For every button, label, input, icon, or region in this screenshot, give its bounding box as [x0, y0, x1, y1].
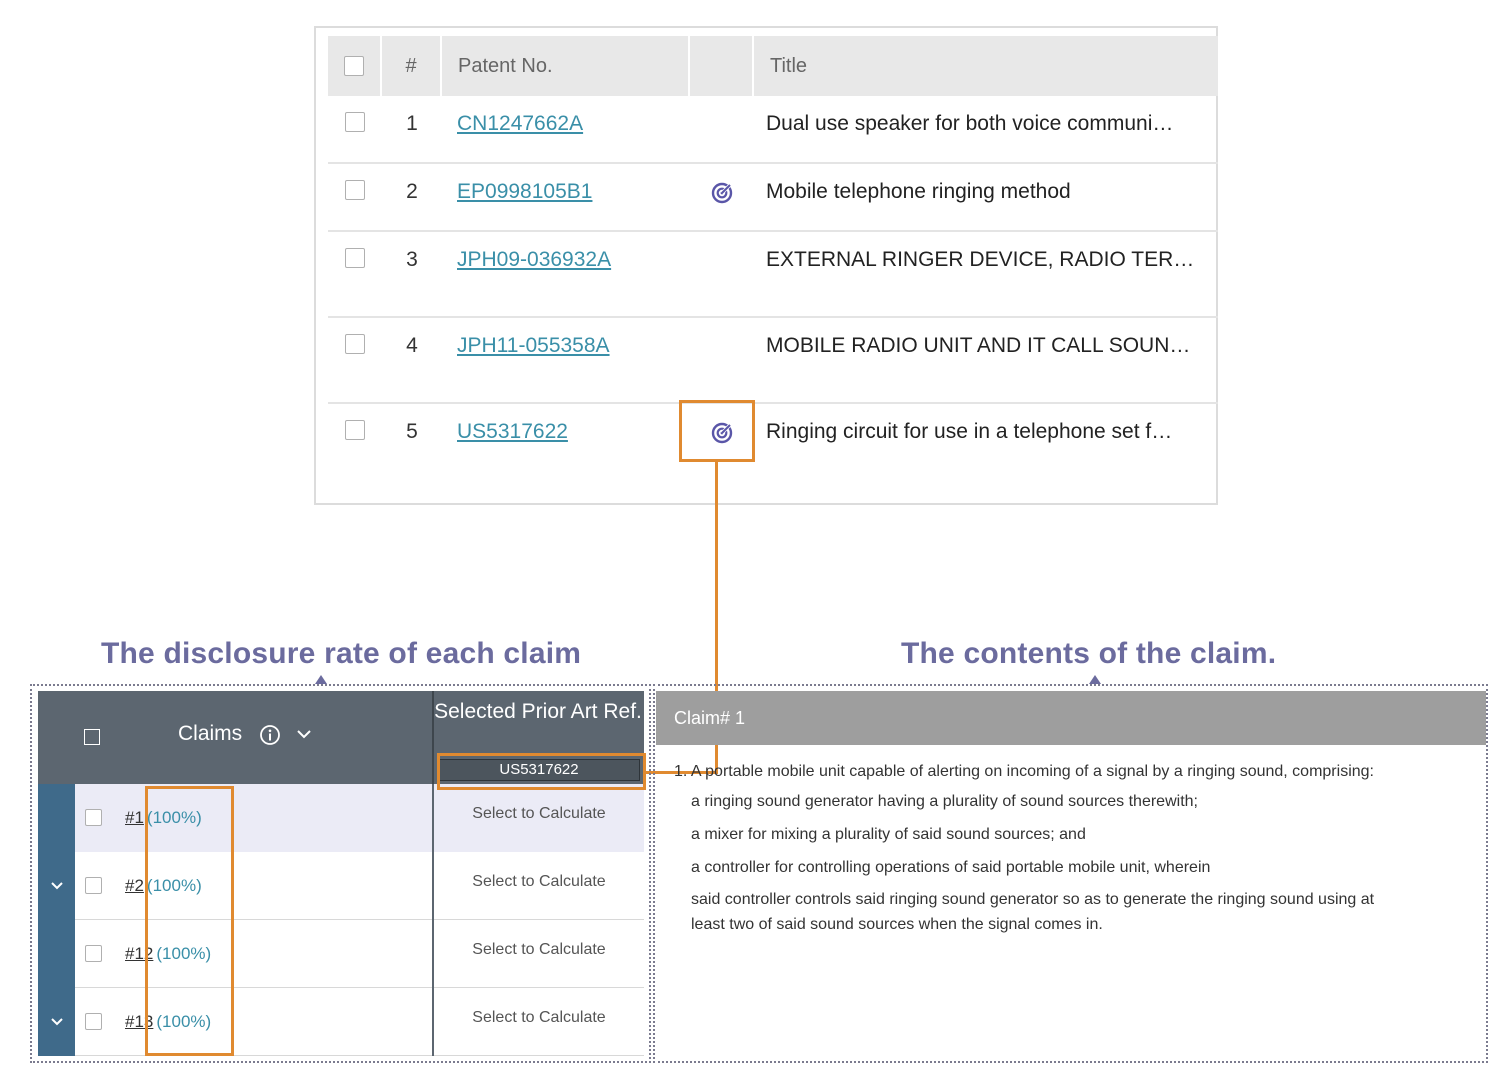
select-to-calculate-button[interactable]: Select to Calculate [432, 988, 644, 1056]
caption-disclosure-rate: The disclosure rate of each claim [101, 637, 582, 670]
claim-cell [75, 920, 432, 988]
row-checkbox-cell [328, 404, 382, 504]
patent-no-header-label: Patent No. [458, 54, 553, 77]
claim-content-header: Claim# 1 [656, 691, 1486, 745]
patent-number-link[interactable]: JPH11-055358A [457, 334, 610, 357]
patent-no-cell [442, 232, 690, 316]
patent-title: Dual use speaker for both voice communi… [766, 112, 1174, 135]
icon-cell [690, 232, 754, 316]
info-icon[interactable] [259, 724, 281, 746]
patent-no-cell [442, 404, 690, 504]
patent-title: MOBILE RADIO UNIT AND IT CALL SOUN… [766, 334, 1191, 357]
patent-no-cell [442, 318, 690, 402]
patent-no-header[interactable] [442, 36, 690, 96]
claim-number-link[interactable]: #2 [125, 876, 144, 895]
patent-title: EXTERNAL RINGER DEVICE, RADIO TER… [766, 248, 1195, 271]
highlight-disclosure-rate-box [145, 786, 234, 1056]
row-checkbox[interactable] [345, 420, 365, 440]
select-to-calculate-button[interactable]: Select to Calculate [432, 784, 644, 852]
row-checkbox-cell [328, 164, 382, 230]
claim-number-link[interactable]: #13 [125, 1012, 154, 1031]
claim-row[interactable] [38, 920, 644, 988]
patent-row[interactable] [328, 96, 1218, 164]
number-header [382, 36, 442, 96]
icon-cell [690, 164, 754, 230]
claim-expand-rail [38, 920, 75, 988]
select-all-checkbox[interactable] [344, 56, 364, 76]
claim-number-link[interactable]: #12 [125, 944, 154, 963]
icon-cell [690, 96, 754, 162]
claim-expand-rail [38, 784, 75, 852]
claim-checkbox[interactable] [85, 877, 102, 894]
row-checkbox[interactable] [345, 248, 365, 268]
row-checkbox-cell [328, 318, 382, 402]
claim-expand-rail[interactable] [38, 988, 75, 1056]
title-header[interactable] [754, 36, 1218, 96]
patent-table-header [328, 36, 1218, 96]
disclosure-rate: (100%) [156, 1012, 212, 1031]
target-icon[interactable] [711, 182, 733, 204]
row-number: 5 [406, 420, 418, 443]
row-number: 4 [406, 334, 418, 357]
title-header-label: Title [770, 54, 808, 77]
disclosure-rate: (100%) [156, 944, 212, 963]
claims-header-label: Claims [178, 722, 243, 745]
icon-header [690, 36, 754, 96]
select-all-cell [328, 36, 382, 96]
patent-row[interactable] [328, 232, 1218, 318]
chevron-down-icon[interactable] [50, 879, 64, 891]
claim-row[interactable] [38, 988, 644, 1056]
patent-table-body [328, 96, 1218, 504]
claims-header-cell [38, 691, 432, 784]
patent-row[interactable] [328, 404, 1218, 504]
row-checkbox-cell [328, 96, 382, 162]
icon-cell [690, 318, 754, 402]
prior-art-ref-badge[interactable]: US5317622 [438, 759, 640, 781]
claim-checkbox[interactable] [85, 1013, 102, 1030]
claim-text-line: a controller for controlling operations of said portable mobile unit, wherein [691, 859, 1211, 876]
patent-title: Ringing circuit for use in a telephone set f… [766, 420, 1173, 443]
prior-art-header-label: Selected Prior Art Ref. [434, 700, 642, 723]
caption-right-pointer [1089, 675, 1101, 684]
patent-title: Mobile telephone ringing method [766, 180, 1071, 203]
chevron-down-icon[interactable] [50, 1015, 64, 1027]
highlight-prior-art-ref-box [437, 753, 646, 790]
row-number: 3 [406, 248, 418, 271]
claim-cell [75, 784, 432, 852]
claim-text-line: a ringing sound generator having a plurality of sound sources therewith; [691, 793, 1198, 810]
patent-number-link[interactable]: CN1247662A [457, 112, 584, 135]
claim-number-link[interactable]: #1 [125, 808, 144, 827]
claim-text-line: least two of said sound sources when the signal comes in. [691, 916, 1103, 933]
number-header-label: # [405, 54, 417, 77]
highlight-target-icon-box [679, 400, 755, 462]
patent-row[interactable] [328, 164, 1218, 232]
claim-cell [75, 852, 432, 920]
row-number: 1 [406, 112, 418, 135]
disclosure-rate: (100%) [146, 808, 202, 827]
claim-expand-rail[interactable] [38, 852, 75, 920]
patent-no-cell [442, 164, 690, 230]
select-all-claims-checkbox[interactable] [84, 729, 100, 745]
row-checkbox-cell [328, 232, 382, 316]
claim-content-panel [656, 691, 1486, 1061]
select-to-calculate-button[interactable]: Select to Calculate [432, 920, 644, 988]
row-checkbox[interactable] [345, 112, 365, 132]
patent-list-panel [314, 26, 1218, 505]
claim-row[interactable] [38, 784, 644, 852]
patent-row[interactable] [328, 318, 1218, 404]
row-checkbox[interactable] [345, 334, 365, 354]
patent-number-link[interactable]: US5317622 [457, 420, 568, 443]
claim-text-line: said controller controls said ringing sound generator so as to generate the ringing sound using at [691, 891, 1375, 908]
chevron-down-icon[interactable] [296, 727, 312, 741]
disclosure-rate: (100%) [146, 876, 202, 895]
row-number: 2 [406, 180, 418, 203]
claim-text-line: a mixer for mixing a plurality of said sound sources; and [691, 826, 1086, 843]
select-to-calculate-button[interactable]: Select to Calculate [432, 852, 644, 920]
claim-checkbox[interactable] [85, 809, 102, 826]
claim-checkbox[interactable] [85, 945, 102, 962]
caption-left-pointer [315, 675, 327, 684]
patent-number-link[interactable]: EP0998105B1 [457, 180, 593, 203]
claim-row[interactable] [38, 852, 644, 920]
patent-no-cell [442, 96, 690, 162]
patent-table [328, 36, 1218, 504]
claim-cell [75, 988, 432, 1056]
claims-table [38, 691, 644, 1055]
patent-number-link[interactable]: JPH09-036932A [457, 248, 612, 271]
row-checkbox[interactable] [345, 180, 365, 200]
caption-claim-contents: The contents of the claim. [901, 637, 1277, 670]
claim-text-line: 1. A portable mobile unit capable of alerting on incoming of a signal by a ringing sound, comprising: [674, 763, 1374, 780]
